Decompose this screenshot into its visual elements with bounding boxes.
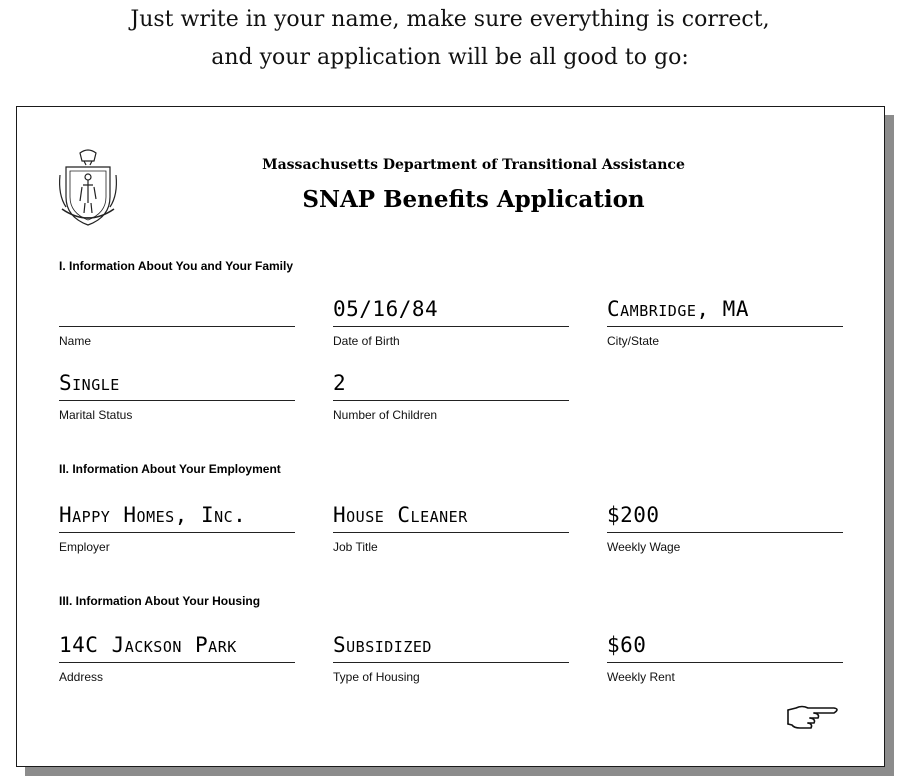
job-title-field[interactable] (333, 498, 569, 554)
application-form (16, 106, 885, 767)
name-field[interactable] (59, 292, 295, 348)
dob-label: Date of Birth (333, 334, 400, 348)
agency-name: Massachusetts Department of Transitional Assistance (262, 157, 685, 173)
city-state-label: City/State (607, 334, 660, 348)
housing-type-field[interactable] (333, 628, 569, 684)
section-1-heading: I. Information About You and Your Family (59, 259, 294, 273)
employer-input[interactable]: Happy Homes, Inc. (59, 498, 295, 533)
employer-label: Employer (59, 540, 110, 554)
children-input[interactable]: 2 (333, 366, 569, 401)
children-field[interactable] (333, 366, 569, 422)
city-state-input[interactable]: Cambridge, MA (607, 292, 843, 327)
section-2-heading: II. Information About Your Employment (59, 462, 281, 476)
address-field[interactable] (59, 628, 295, 684)
name-label: Name (59, 334, 92, 348)
weekly-rent-input[interactable]: $60 (607, 628, 843, 663)
employer-field[interactable] (59, 498, 295, 554)
housing-type-input[interactable]: Subsidized (333, 628, 569, 663)
housing-type-label: Type of Housing (333, 670, 420, 684)
address-label: Address (59, 670, 104, 684)
weekly-wage-label: Weekly Wage (607, 540, 681, 554)
pointing-hand-icon[interactable] (784, 702, 842, 734)
dob-field[interactable] (333, 292, 569, 348)
children-label: Number of Children (333, 408, 438, 422)
marital-status-label: Marital Status (59, 408, 133, 422)
form-title: SNAP Benefits Application (302, 186, 645, 213)
address-input[interactable]: 14C Jackson Park (59, 628, 295, 663)
dob-input[interactable]: 05/16/84 (333, 292, 569, 327)
weekly-wage-field[interactable] (607, 498, 843, 554)
weekly-rent-label: Weekly Rent (607, 670, 675, 684)
instruction-line-1: Just write in your name, make sure everything is correct, (130, 7, 770, 32)
city-state-field[interactable] (607, 292, 843, 348)
marital-status-field[interactable] (59, 366, 295, 422)
job-title-label: Job Title (333, 540, 378, 554)
weekly-wage-input[interactable]: $200 (607, 498, 843, 533)
name-input[interactable] (59, 292, 295, 327)
job-title-input[interactable]: House Cleaner (333, 498, 569, 533)
instruction-text (0, 0, 900, 77)
marital-status-input[interactable]: Single (59, 366, 295, 401)
instruction-line-2: and your application will be all good to go: (211, 45, 689, 70)
section-3-heading: III. Information About Your Housing (59, 594, 261, 608)
weekly-rent-field[interactable] (607, 628, 843, 684)
